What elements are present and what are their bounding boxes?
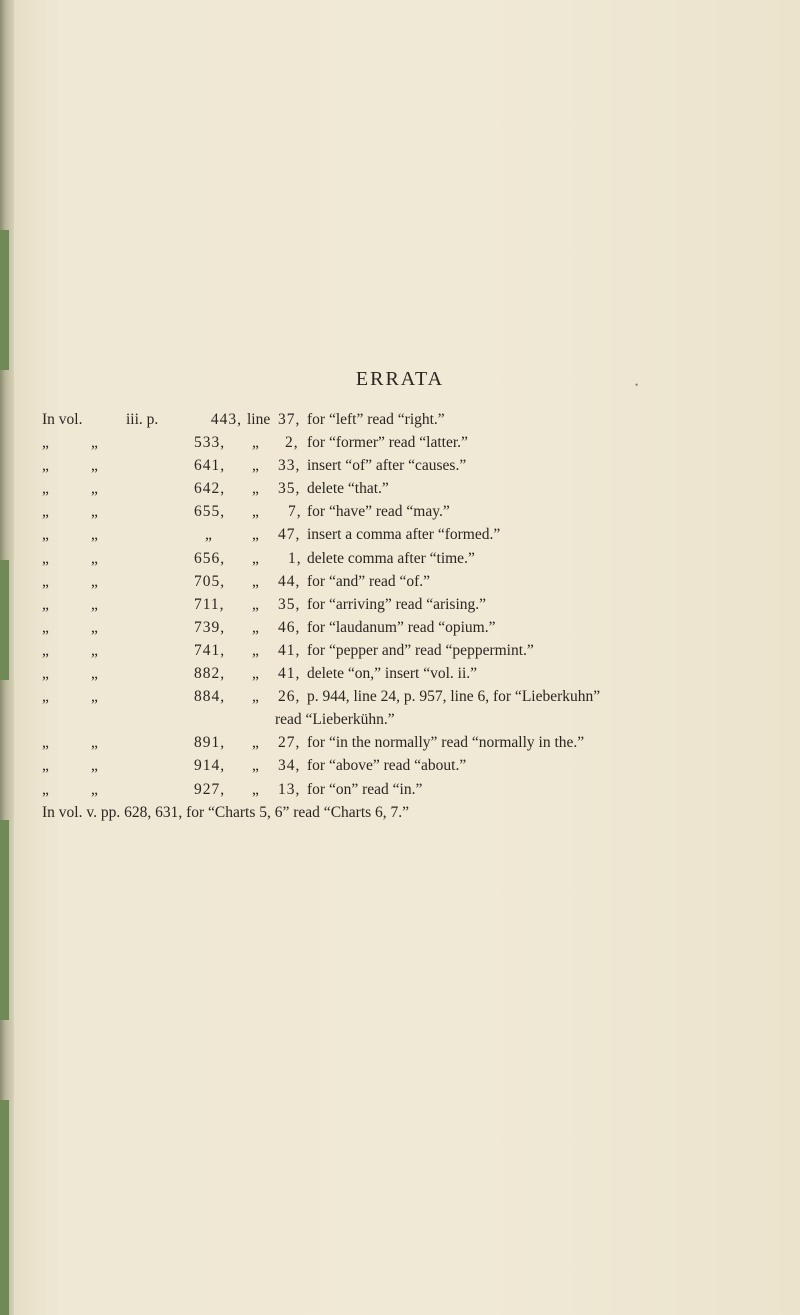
errata-row: [42, 688, 800, 711]
errata-row: [42, 526, 800, 549]
ditto-mark: „: [252, 572, 259, 590]
page-number: 741,: [194, 641, 226, 659]
ditto-mark: „: [252, 434, 259, 452]
ditto-mark: „: [91, 595, 98, 613]
errata-row: [42, 480, 800, 503]
ditto-mark: „: [42, 457, 49, 475]
correction: delete comma after “time.”: [307, 549, 475, 567]
line-number: 35,: [278, 480, 301, 498]
line-number: 2,: [285, 434, 299, 452]
ditto-mark: „: [42, 549, 49, 567]
line-number: 47,: [278, 526, 301, 544]
ditto-mark: „: [91, 572, 98, 590]
errata-row: [42, 804, 800, 827]
page-number: 641,: [194, 457, 226, 475]
vol-label: In vol.: [42, 411, 83, 428]
ditto-mark: „: [252, 618, 259, 636]
correction: for “arriving” read “arising.”: [307, 595, 487, 613]
errata-row: [42, 619, 800, 642]
line-number: 44,: [278, 572, 301, 590]
page-number: 443,: [210, 411, 242, 428]
binding-stain: [0, 230, 9, 370]
ditto-mark: „: [252, 549, 259, 567]
line-number: 41,: [278, 641, 301, 659]
ditto-mark: „: [42, 526, 49, 544]
ditto-mark: „: [91, 457, 98, 475]
correction: insert “of” after “causes.”: [307, 457, 467, 475]
correction: for “former” read “latter.”: [307, 434, 468, 452]
line-number: 46,: [278, 618, 301, 636]
page-number: 884,: [194, 688, 226, 706]
correction: for “left” read “right.”: [307, 411, 445, 428]
line-number: 27,: [278, 734, 301, 752]
line-number: 34,: [278, 757, 301, 775]
page-number: 655,: [194, 503, 226, 521]
errata-row: [42, 434, 800, 457]
line-number: 33,: [278, 457, 301, 475]
page-number: 711,: [194, 595, 225, 613]
correction: for “above” read “about.”: [307, 757, 467, 775]
binding-stain: [0, 1100, 9, 1315]
ditto-mark: „: [252, 457, 259, 475]
correction: for “on” read “in.”: [307, 780, 423, 798]
ditto-mark: „: [252, 503, 259, 521]
ditto-mark: „: [91, 434, 98, 452]
ditto-mark: „: [91, 688, 98, 706]
errata-row-continuation: [42, 711, 800, 734]
correction: for “laudanum” read “opium.”: [307, 618, 496, 636]
errata-row: [42, 757, 800, 780]
page-title: ERRATA: [355, 368, 445, 390]
ditto-mark: „: [42, 572, 49, 590]
ditto-mark: „: [42, 434, 49, 452]
ditto-mark: „: [252, 757, 259, 775]
binding-stain: [0, 560, 9, 680]
page-number: 914,: [194, 757, 226, 775]
ditto-mark: „: [91, 480, 98, 498]
ditto-mark: „: [42, 503, 49, 521]
line-number: 35,: [278, 595, 301, 613]
ditto-mark: „: [91, 503, 98, 521]
ditto-mark: „: [205, 526, 212, 544]
line-number: 37,: [278, 411, 301, 428]
ditto-mark: „: [252, 780, 259, 798]
ditto-mark: „: [42, 641, 49, 659]
ditto-mark: „: [252, 641, 259, 659]
line-number: 26,: [278, 688, 301, 706]
ditto-mark: „: [42, 480, 49, 498]
errata-row: [42, 503, 800, 526]
line-label: line: [247, 411, 271, 428]
page-number: 882,: [194, 665, 226, 683]
ditto-mark: „: [42, 688, 49, 706]
ditto-mark: „: [42, 780, 49, 798]
correction: for “and” read “of.”: [307, 572, 431, 590]
errata-row: [42, 734, 800, 757]
page-number: 656,: [194, 549, 226, 567]
correction: delete “on,” insert “vol. ii.”: [307, 665, 478, 683]
page-number: 891,: [194, 734, 226, 752]
page-number: 533,: [194, 434, 226, 452]
correction: delete “that.”: [307, 480, 389, 498]
errata-row: [42, 642, 800, 665]
errata-row: [42, 781, 800, 804]
ditto-mark: „: [91, 526, 98, 544]
ditto-mark: „: [252, 526, 259, 544]
correction-continued: read “Lieberkühn.”: [275, 711, 395, 729]
errata-row: [42, 411, 800, 434]
page-number: 739,: [194, 618, 226, 636]
correction: insert a comma after “formed.”: [307, 526, 501, 544]
ditto-mark: „: [91, 665, 98, 683]
ditto-mark: „: [91, 780, 98, 798]
errata-row: [42, 457, 800, 480]
errata-list: [42, 411, 800, 827]
print-mark: •: [635, 380, 639, 390]
ditto-mark: „: [42, 595, 49, 613]
correction-full: In vol. v. pp. 628, 631, for “Charts 5, 6” read “Charts 6, 7.”: [42, 803, 410, 821]
page-number: 705,: [194, 572, 226, 590]
errata-row: [42, 573, 800, 596]
line-number: 13,: [278, 780, 301, 798]
ditto-mark: „: [42, 618, 49, 636]
ditto-mark: „: [91, 618, 98, 636]
page-number: 927,: [194, 780, 226, 798]
errata-row: [42, 596, 800, 619]
ditto-mark: „: [91, 641, 98, 659]
correction: p. 944, line 24, p. 957, line 6, for “Lieberkuhn”: [307, 688, 601, 706]
line-number: 41,: [278, 665, 301, 683]
line-number: 1,: [288, 549, 302, 567]
ditto-mark: „: [42, 734, 49, 752]
correction: for “have” read “may.”: [307, 503, 450, 521]
binding-stain: [0, 820, 9, 1020]
ditto-mark: „: [252, 595, 259, 613]
ditto-mark: „: [252, 665, 259, 683]
line-number: 7,: [288, 503, 302, 521]
errata-row: [42, 550, 800, 573]
correction: for “in the normally” read “normally in the.”: [307, 734, 585, 752]
page-number: 642,: [194, 480, 226, 498]
ditto-mark: „: [252, 480, 259, 498]
ditto-mark: „: [252, 734, 259, 752]
ditto-mark: „: [91, 549, 98, 567]
vol-number: iii. p.: [126, 411, 159, 428]
ditto-mark: „: [91, 757, 98, 775]
correction: for “pepper and” read “peppermint.”: [307, 641, 534, 659]
errata-row: [42, 665, 800, 688]
ditto-mark: „: [252, 688, 259, 706]
ditto-mark: „: [91, 734, 98, 752]
ditto-mark: „: [42, 757, 49, 775]
ditto-mark: „: [42, 665, 49, 683]
